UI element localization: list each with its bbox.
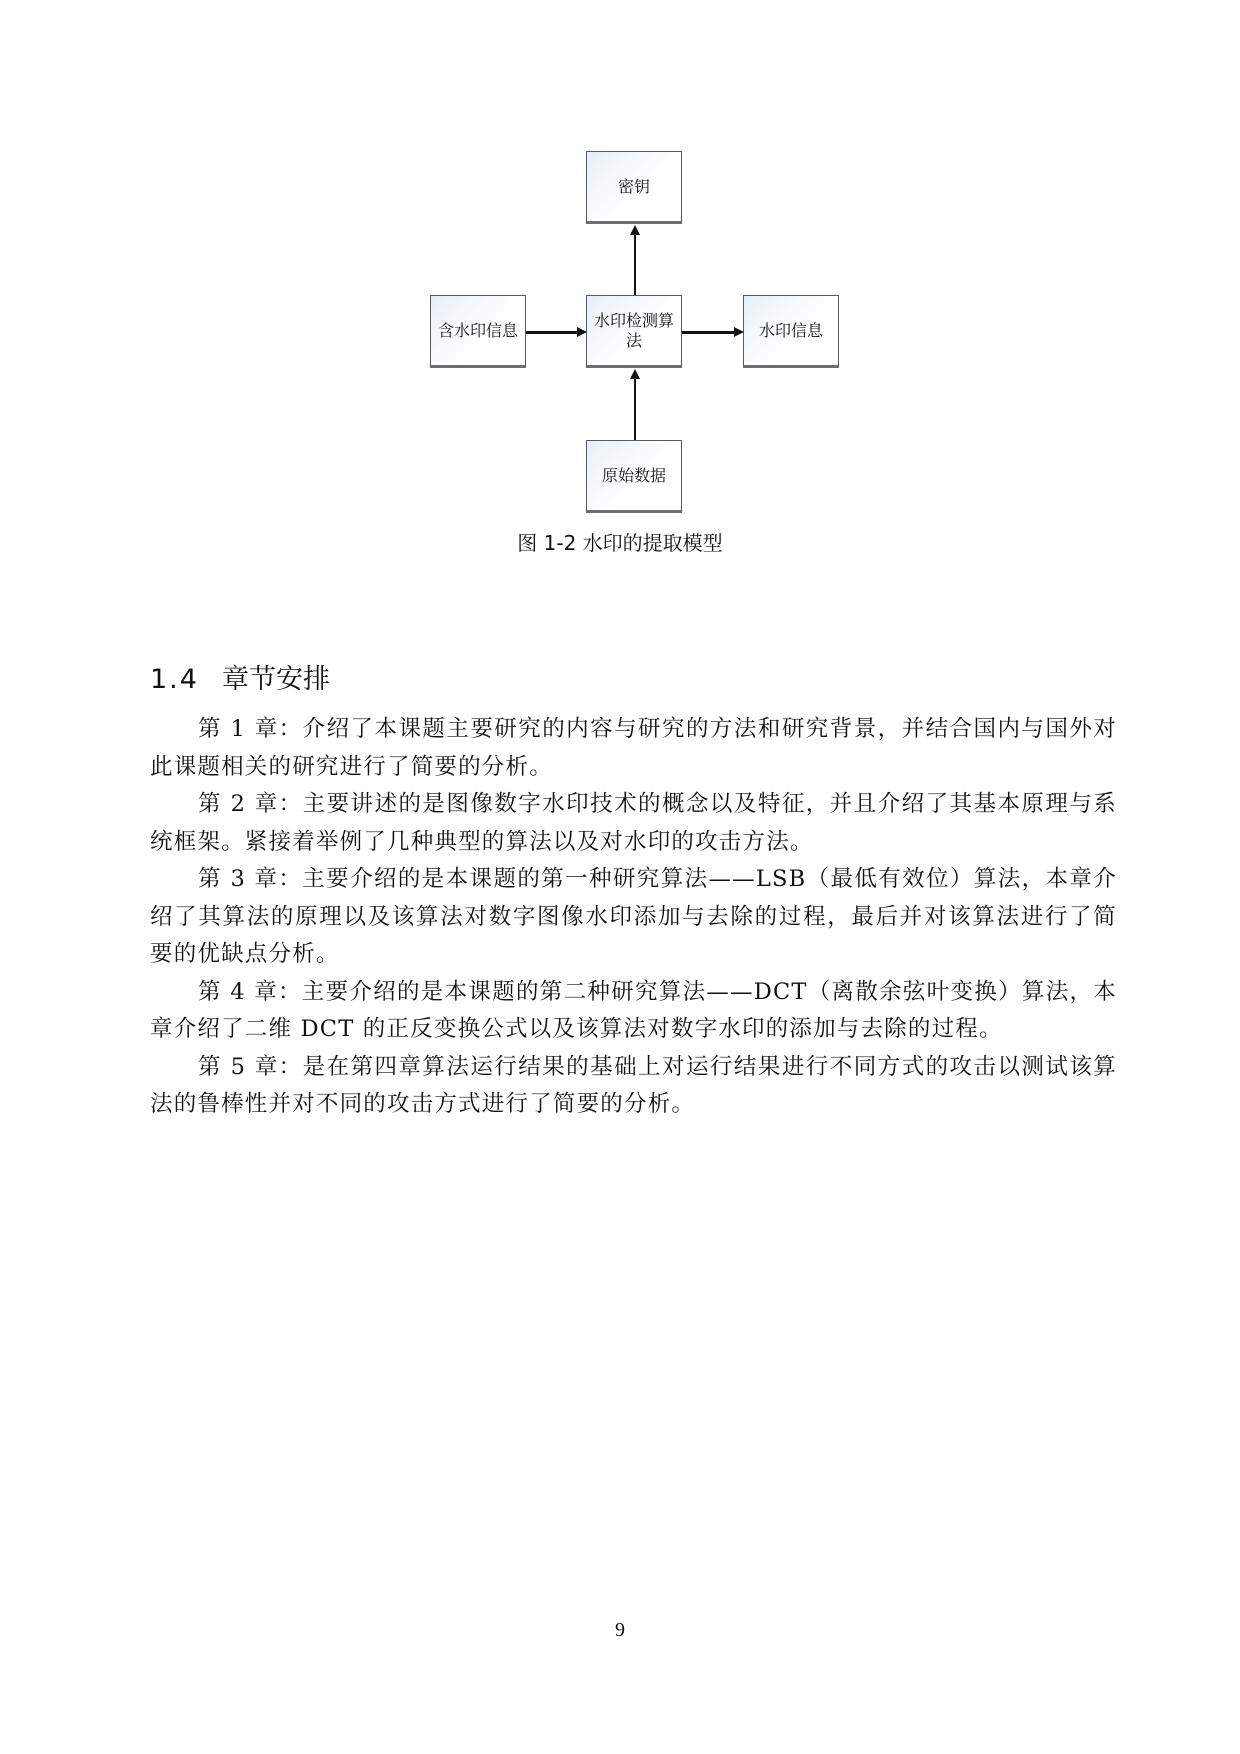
page-number: 9 (615, 1619, 625, 1641)
connector-line-from-original-data (634, 378, 636, 440)
section-heading (150, 657, 330, 696)
section-number: 1.4 (150, 664, 199, 695)
watermark-info-label: 水印信息 (758, 320, 823, 340)
figure-caption: 图 1-2 水印的提取模型 (517, 531, 723, 555)
connector-line-to-watermark-info (682, 331, 735, 334)
arrowhead-up-icon (630, 369, 640, 379)
watermark-extraction-diagram (0, 0, 1240, 570)
section-title: 章节安排 (222, 664, 330, 695)
connector-line-to-key (634, 234, 636, 295)
paragraph-chapter-4: 第 4 章：主要介绍的是本课题的第二种研究算法——DCT（离散余弦叶变换）算法，本章介绍了二维 DCT 的正反变换公式以及该算法对数字水印的添加与去除的过程。 (150, 978, 1117, 1042)
paragraph-chapter-5: 第 5 章：是在第四章算法运行结果的基础上对运行结果进行不同方式的攻击以测试该算法的鲁棒性并对不同的攻击方式进行了简要的分析。 (150, 1053, 1117, 1117)
arrowhead-right-icon (577, 327, 587, 337)
section-body (150, 711, 1117, 1124)
detection-algorithm-box (586, 295, 682, 368)
watermarked-info-box (430, 295, 526, 368)
connector-line-from-watermarked-info (526, 331, 578, 334)
original-data-label: 原始数据 (601, 465, 666, 485)
paragraph-chapter-3: 第 3 章：主要介绍的是本课题的第一种研究算法——LSB（最低有效位）算法，本章介绍了其算法的原理以及该算法对数字图像水印添加与去除的过程，最后并对该算法进行了简要的优缺点分析。 (150, 866, 1117, 967)
arrowhead-up-icon (630, 225, 640, 235)
original-data-box (586, 440, 682, 513)
watermark-info-box (743, 295, 839, 368)
key-box (586, 151, 682, 224)
detection-algorithm-label-line1: 水印检测算 (593, 310, 674, 330)
arrowhead-right-icon (734, 327, 744, 337)
key-box-label: 密钥 (617, 176, 650, 196)
detection-algorithm-label-line2: 法 (625, 330, 642, 350)
paragraph-chapter-1: 第 1 章：介绍了本课题主要研究的内容与研究的方法和研究背景，并结合国内与国外对此课题相关的研究进行了简要的分析。 (150, 716, 1117, 780)
watermarked-info-label: 含水印信息 (437, 320, 518, 340)
paragraph-chapter-2: 第 2 章：主要讲述的是图像数字水印技术的概念以及特征，并且介绍了其基本原理与系统框架。紧接着举例了几种典型的算法以及对水印的攻击方法。 (150, 791, 1117, 855)
